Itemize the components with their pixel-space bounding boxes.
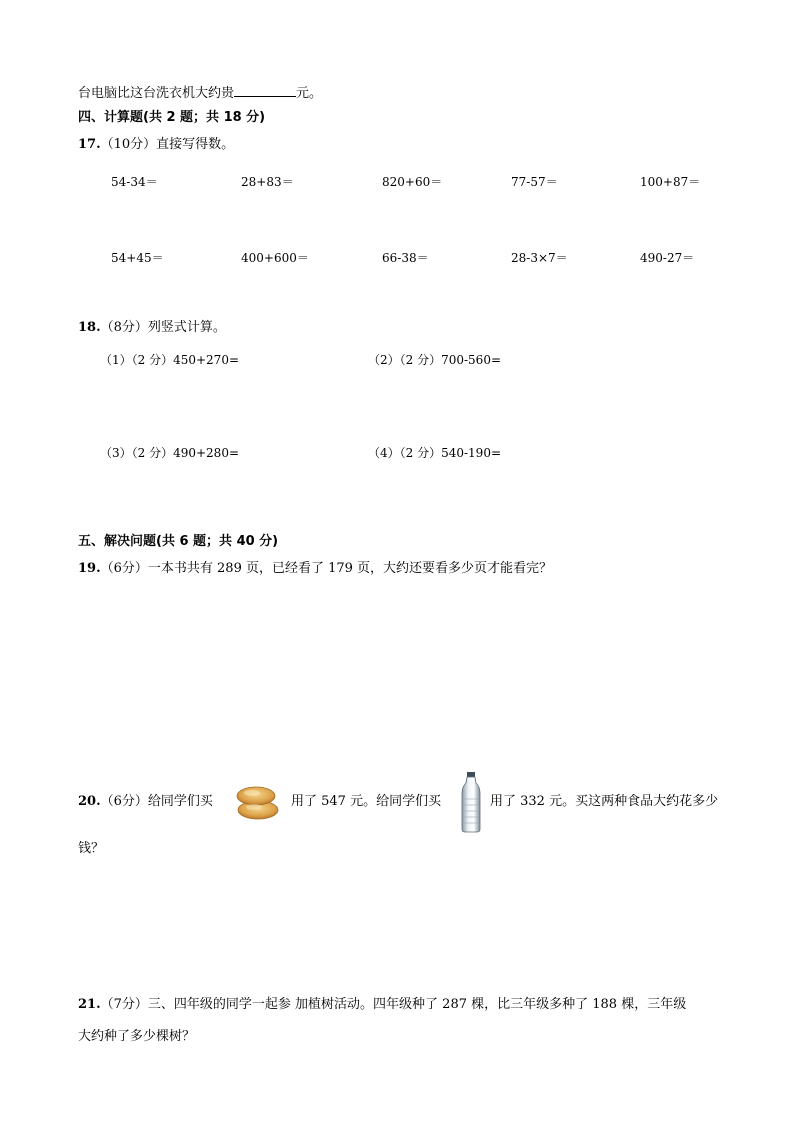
section-4-title: 四、计算题(共 2 题；共 18 分): [78, 110, 266, 125]
question-21-line-2: 大约种了多少棵树？: [78, 1029, 196, 1044]
continued-question-line: [78, 84, 322, 102]
question-19-number: 19.: [78, 561, 101, 576]
question-21-text-1: 三、四年级的同学一起参 加植树活动。四年级种了 287 棵，比三年级多种了 188 棵，三年级: [147, 997, 687, 1012]
calc-item: 54+45＝: [111, 251, 164, 265]
question-18-header: [78, 320, 226, 336]
question-21-points: （7分）: [100, 997, 148, 1012]
question-17-header: [78, 137, 234, 153]
calc-item: 820+60＝: [382, 175, 443, 189]
question-20-part-2: 用了 547 元。给同学们买: [291, 794, 442, 809]
vertical-calc-item-2: （2）（2 分）700-560=: [368, 353, 502, 367]
vertical-calc-item-4: （4）（2 分）540-190=: [368, 446, 502, 460]
question-20-part-1: [78, 794, 213, 810]
question-19-points: （6分）: [100, 561, 148, 576]
calc-item: 400+600＝: [241, 251, 309, 265]
calc-item: 28+83＝: [241, 175, 294, 189]
question-21-number: 21.: [78, 997, 101, 1012]
question-18-prompt: 列竖式计算。: [147, 320, 226, 335]
calc-item: 77-57＝: [511, 175, 558, 189]
bread-icon: [234, 778, 280, 824]
question-19: [78, 561, 552, 577]
question-19-text: 一本书共有 289 页，已经看了 179 页，大约还要看多少页才能看完？: [147, 561, 553, 576]
calc-item: 490-27＝: [640, 251, 695, 265]
question-17-points: （10分）: [100, 137, 157, 152]
calc-item: 54-34＝: [111, 175, 158, 189]
question-18-points: （8分）: [100, 320, 148, 335]
question-20-number: 20.: [78, 794, 101, 809]
question-18-number: 18.: [78, 320, 101, 335]
calc-item: 28-3×7＝: [511, 251, 568, 265]
water-bottle-icon: [459, 771, 483, 833]
vertical-calc-item-3: （3）（2 分）490+280=: [100, 446, 240, 460]
calc-item: 66-38＝: [382, 251, 429, 265]
question-20-part-3: 用了 332 元。买这两种食品大约花多少: [490, 794, 719, 809]
question-21-line-1: [78, 997, 686, 1013]
answer-blank[interactable]: [234, 84, 296, 97]
continued-text: 台电脑比这台洗衣机大约贵: [78, 86, 235, 101]
vertical-calc-item-1: （1）（2 分）450+270=: [100, 353, 240, 367]
continued-text-end: 元。: [296, 86, 323, 101]
calc-item: 100+87＝: [640, 175, 701, 189]
question-17-number: 17.: [78, 137, 101, 152]
question-20-points: （6分）: [100, 794, 148, 809]
question-20-line-2: 钱？: [78, 841, 105, 856]
question-17-prompt: 直接写得数。: [156, 137, 235, 152]
section-5-title: 五、解决问题(共 6 题；共 40 分): [78, 534, 279, 549]
question-20-text-1: 给同学们买: [147, 794, 213, 809]
